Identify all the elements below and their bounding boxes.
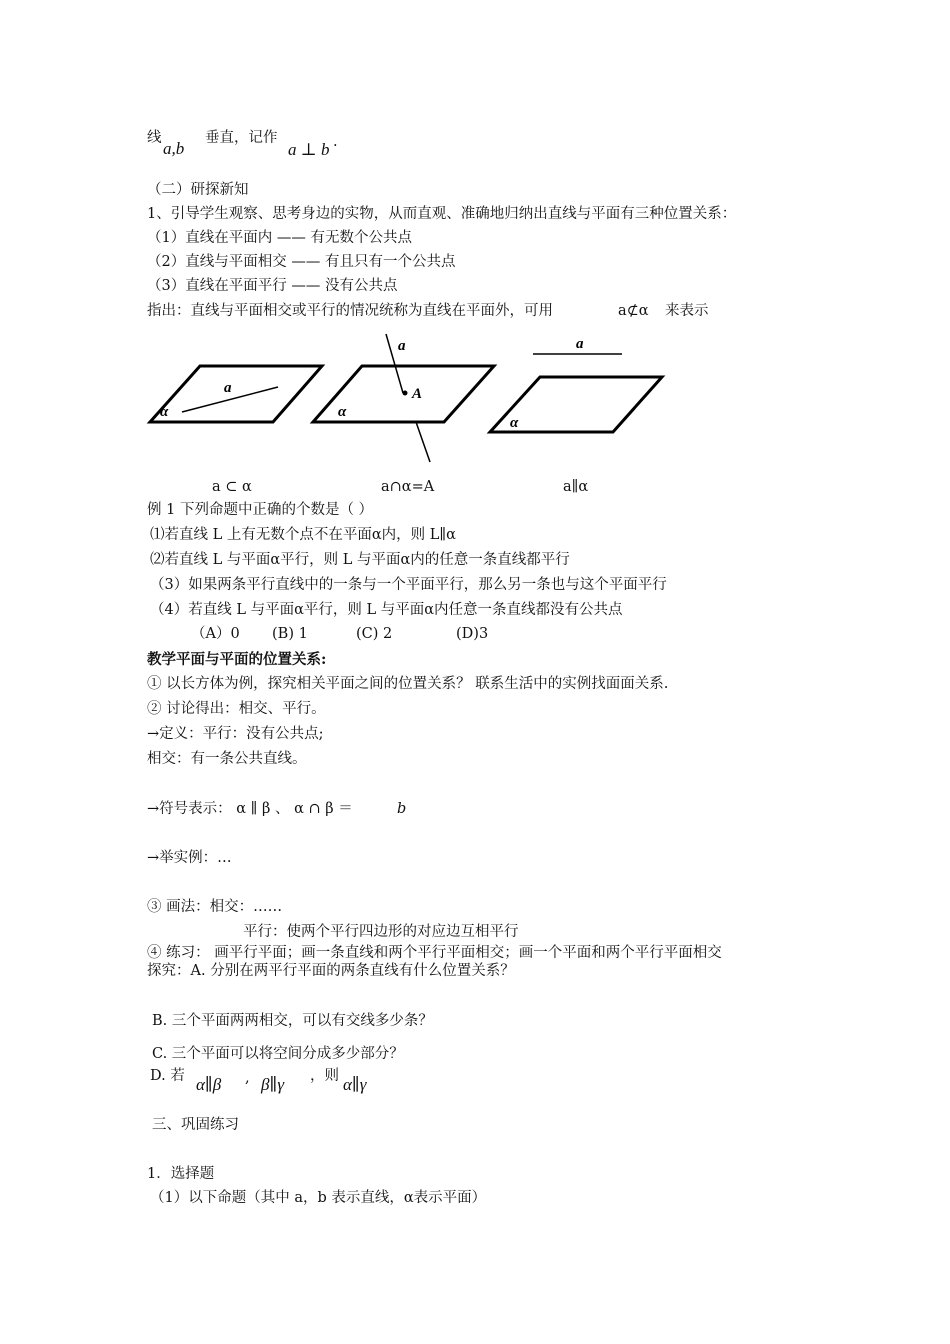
teach-intersect: 相交：有一条公共直线。 (147, 751, 307, 767)
question-d-f1: α∥β (196, 1075, 222, 1094)
relation-1: （1）直线在平面内 —— 有无数个公共点 (147, 230, 412, 246)
intro-text: 1、引导学生观察、思考身边的实物，从而直观、准确地归纳出直线与平面有三种位置关系： (147, 206, 737, 222)
fig3-label-alpha: α (510, 415, 519, 431)
option-b: (B) 1 (272, 626, 308, 642)
note-pre: 指出：直线与平面相交或平行的情况统称为直线在平面外，可用 (147, 303, 553, 319)
fig2-label-A: A (412, 386, 423, 402)
fig1-label-a: a (224, 380, 232, 396)
caption-in-plane: a ⊂ α (212, 479, 252, 495)
caption-parallel: a∥α (563, 479, 589, 495)
option-a: （A）0 (191, 626, 240, 642)
teach-draw: ③ 画法：相交：…… (147, 899, 283, 915)
question-d-comma1: , (245, 1070, 250, 1086)
line-below-plane (416, 422, 430, 462)
choice-title: 1．选择题 (147, 1166, 215, 1182)
example1-item-1: ⑴若直线 L 上有无数个点不在平面α内，则 L∥α (150, 527, 456, 543)
section2-title: （二）研探新知 (147, 182, 249, 198)
line-plane-figures (140, 330, 680, 470)
question-d-mid: ，则 (310, 1068, 339, 1084)
teach-draw-parallel: 平行：使两个平行四边形的对应边互相平行 (243, 924, 519, 940)
fig2-label-alpha: α (338, 404, 347, 420)
choice-q1: （1）以下命题（其中 a，b 表示直线，α表示平面） (150, 1190, 487, 1206)
teach-p1: ① 以长方体为例，探究相关平面之间的位置关系？ 联系生活中的实例找面面关系. (147, 676, 669, 692)
fig2-label-a: a (398, 338, 406, 354)
fig3-label-a: a (576, 336, 584, 352)
question-c: C. 三个平面可以将空间分成多少部分？ (152, 1046, 404, 1062)
relation-2: （2）直线与平面相交 —— 有且只有一个公共点 (147, 254, 456, 270)
line1-pre: 线 (147, 130, 162, 146)
example1-title: 例 1 下列命题中正确的个数是（ ） (147, 502, 374, 518)
teach-definition: →定义：平行：没有公共点; (147, 726, 324, 742)
caption-intersect: a∩α=A (381, 479, 435, 495)
example1-item-3: （3）如果两条平行直线中的一条与一个平面平行，那么另一条也与这个平面平行 (150, 577, 667, 593)
line1-post: . (333, 134, 338, 150)
example1-item-2: ⑵若直线 L 与平面α平行，则 L 与平面α内的任意一条直线都平行 (150, 552, 570, 568)
section3-title: 三、巩固练习 (152, 1117, 239, 1133)
relation-3: （3）直线在平面平行 —— 没有公共点 (147, 278, 398, 294)
teach-practice: ④ 练习： 画平行平面；画一条直线和两个平行平面相交；画一个平面和两个平行平面相交 (147, 945, 722, 961)
note-post: 来表示 (665, 303, 709, 319)
option-c: (C) 2 (356, 626, 393, 642)
teach-symbol: →符号表示： α ∥ β 、 α ∩ β ＝ (147, 801, 353, 817)
question-d-f2: β∥γ (261, 1075, 285, 1094)
teach-examples: →举实例：… (147, 850, 232, 866)
question-b: B. 三个平面两两相交，可以有交线多少条？ (152, 1013, 433, 1029)
note-symbol: a⊄α (618, 303, 649, 319)
option-d: (D)3 (456, 626, 489, 642)
intersection-point (403, 391, 408, 396)
teach-symbol-b: b (397, 801, 407, 817)
example1-item-4: （4）若直线 L 与平面α平行，则 L 与平面α内任意一条直线都没有公共点 (150, 602, 623, 618)
teach-explore: 探究：A. 分别在两平行平面的两条直线有什么位置关系？ (147, 963, 515, 979)
question-d-pre: D. 若 (150, 1068, 185, 1084)
line1-ab: a,b (163, 139, 185, 158)
fig1-label-alpha: α (160, 404, 169, 420)
teach-title: 教学平面与平面的位置关系: (147, 651, 327, 668)
line1-mid: 垂直，记作 (205, 130, 278, 146)
teach-p2: ② 讨论得出：相交、平行。 (147, 701, 326, 717)
line1-perp: a ⊥ b (288, 140, 330, 159)
question-d-f3: α∥γ (343, 1075, 367, 1094)
plane-1 (150, 366, 322, 422)
